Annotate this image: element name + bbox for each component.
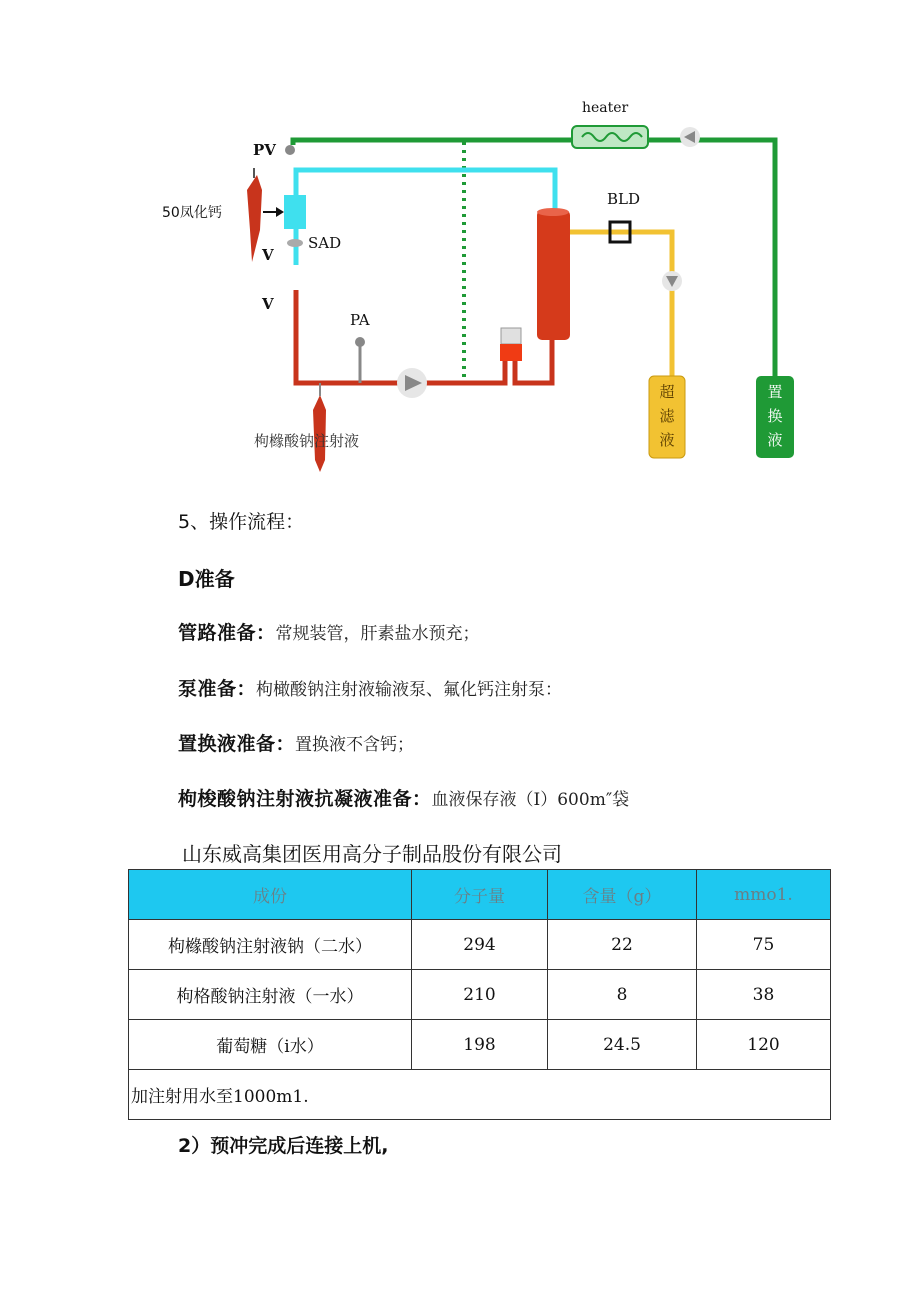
header-cell: mmo1.: [697, 870, 831, 920]
replacement-char: 置: [767, 383, 783, 401]
prep-item-sep: ：: [412, 788, 432, 810]
prep-item: [178, 674, 562, 701]
header-cell: 含量（g）: [548, 870, 697, 920]
drip-chamber: [284, 195, 306, 229]
prep-item-head: 管路准备: [178, 622, 257, 644]
table-cell: 8: [548, 970, 697, 1020]
pa-sensor-icon: [355, 337, 365, 347]
prep-item-body: 常规装管，肝素盐水预充；: [275, 624, 480, 644]
table-note: 加注射用水至1000m1.: [129, 1070, 831, 1120]
replacement-char: 液: [767, 431, 783, 449]
prep-item: [178, 618, 480, 645]
prep-item-body: 血液保存液（I）600m″袋: [431, 790, 630, 810]
section-heading-text: 5、操作流程：: [178, 511, 305, 533]
table-cell: 枸橼酸钠注射液钠（二水）: [129, 920, 412, 970]
pa-label: PA: [350, 311, 370, 329]
table-cell: 22: [548, 920, 697, 970]
ultrafiltrate-char: 超: [659, 383, 675, 401]
footer-step: [178, 1131, 388, 1158]
prep-item-sep: ：: [256, 622, 276, 644]
sad-label: SAD: [308, 234, 342, 252]
table-note-row: [129, 1070, 831, 1120]
ultrafiltrate-text: [657, 380, 677, 452]
pv-sensor-icon: [285, 145, 295, 155]
table-row: [129, 920, 831, 970]
composition-table: [128, 869, 831, 1120]
red-line: [296, 290, 505, 383]
table-cell: 枸格酸钠注射液（一水）: [129, 970, 412, 1020]
heater-box: [572, 126, 648, 148]
header-cell: 分子量: [412, 870, 548, 920]
v-lower-label: V: [262, 295, 274, 313]
prep-item-body: 置换液不含钙；: [295, 735, 415, 755]
table-cell: 210: [412, 970, 548, 1020]
table-cell: 294: [412, 920, 548, 970]
sub-heading: [178, 563, 235, 592]
yellow-line: [570, 232, 672, 378]
heater-label: heater: [582, 100, 629, 116]
prep-item-head: 置换液准备: [178, 733, 276, 755]
section-heading: [178, 507, 304, 534]
v-upper-label: V: [262, 246, 274, 264]
ultrafiltrate-char: 滤: [659, 407, 675, 425]
ultrafiltrate-char: 液: [659, 431, 675, 449]
connector-box-top: [501, 328, 521, 344]
replacement-text: [765, 380, 785, 452]
table-cell: 120: [697, 1020, 831, 1070]
footer-step-text: 2）预冲完成后连接上机,: [178, 1135, 389, 1157]
table-row: [129, 1020, 831, 1070]
table-row: [129, 970, 831, 1020]
company-name: 山东威高集团医用高分子制品股份有限公司: [182, 842, 562, 866]
calcium-label: 50凤化钙: [162, 205, 222, 221]
pv-label: PV: [253, 141, 276, 159]
prep-item-sep: ：: [236, 678, 257, 700]
table-cell: 葡萄糖（i水）: [129, 1020, 412, 1070]
bld-label: BLD: [607, 190, 641, 208]
prep-item-sep: ：: [275, 733, 296, 755]
green-line: [293, 140, 775, 380]
table-cell: 38: [697, 970, 831, 1020]
table-cell: 198: [412, 1020, 548, 1070]
table-header-row: [129, 870, 831, 920]
table-cell: 75: [697, 920, 831, 970]
dialyzer: [537, 210, 570, 340]
prep-item-head: 枸梭酸钠注射液抗凝液准备: [178, 788, 413, 810]
calcium-syringe-icon: [247, 175, 262, 262]
header-cell: 成份: [129, 870, 412, 920]
prep-item: [178, 784, 629, 811]
replacement-char: 换: [767, 407, 783, 425]
citrate-label: 枸橼酸钠注射液: [254, 432, 360, 450]
prep-item-body: 枸橄酸钠注射液输液泵、氟化钙注射泵：: [256, 680, 563, 700]
sub-heading-text: D准备: [178, 567, 235, 591]
sad-sensor-icon: [287, 239, 303, 247]
connector-box: [500, 344, 522, 361]
table-cell: 24.5: [548, 1020, 697, 1070]
prep-item: [178, 729, 414, 756]
prep-item-head: 泵准备: [178, 678, 237, 700]
